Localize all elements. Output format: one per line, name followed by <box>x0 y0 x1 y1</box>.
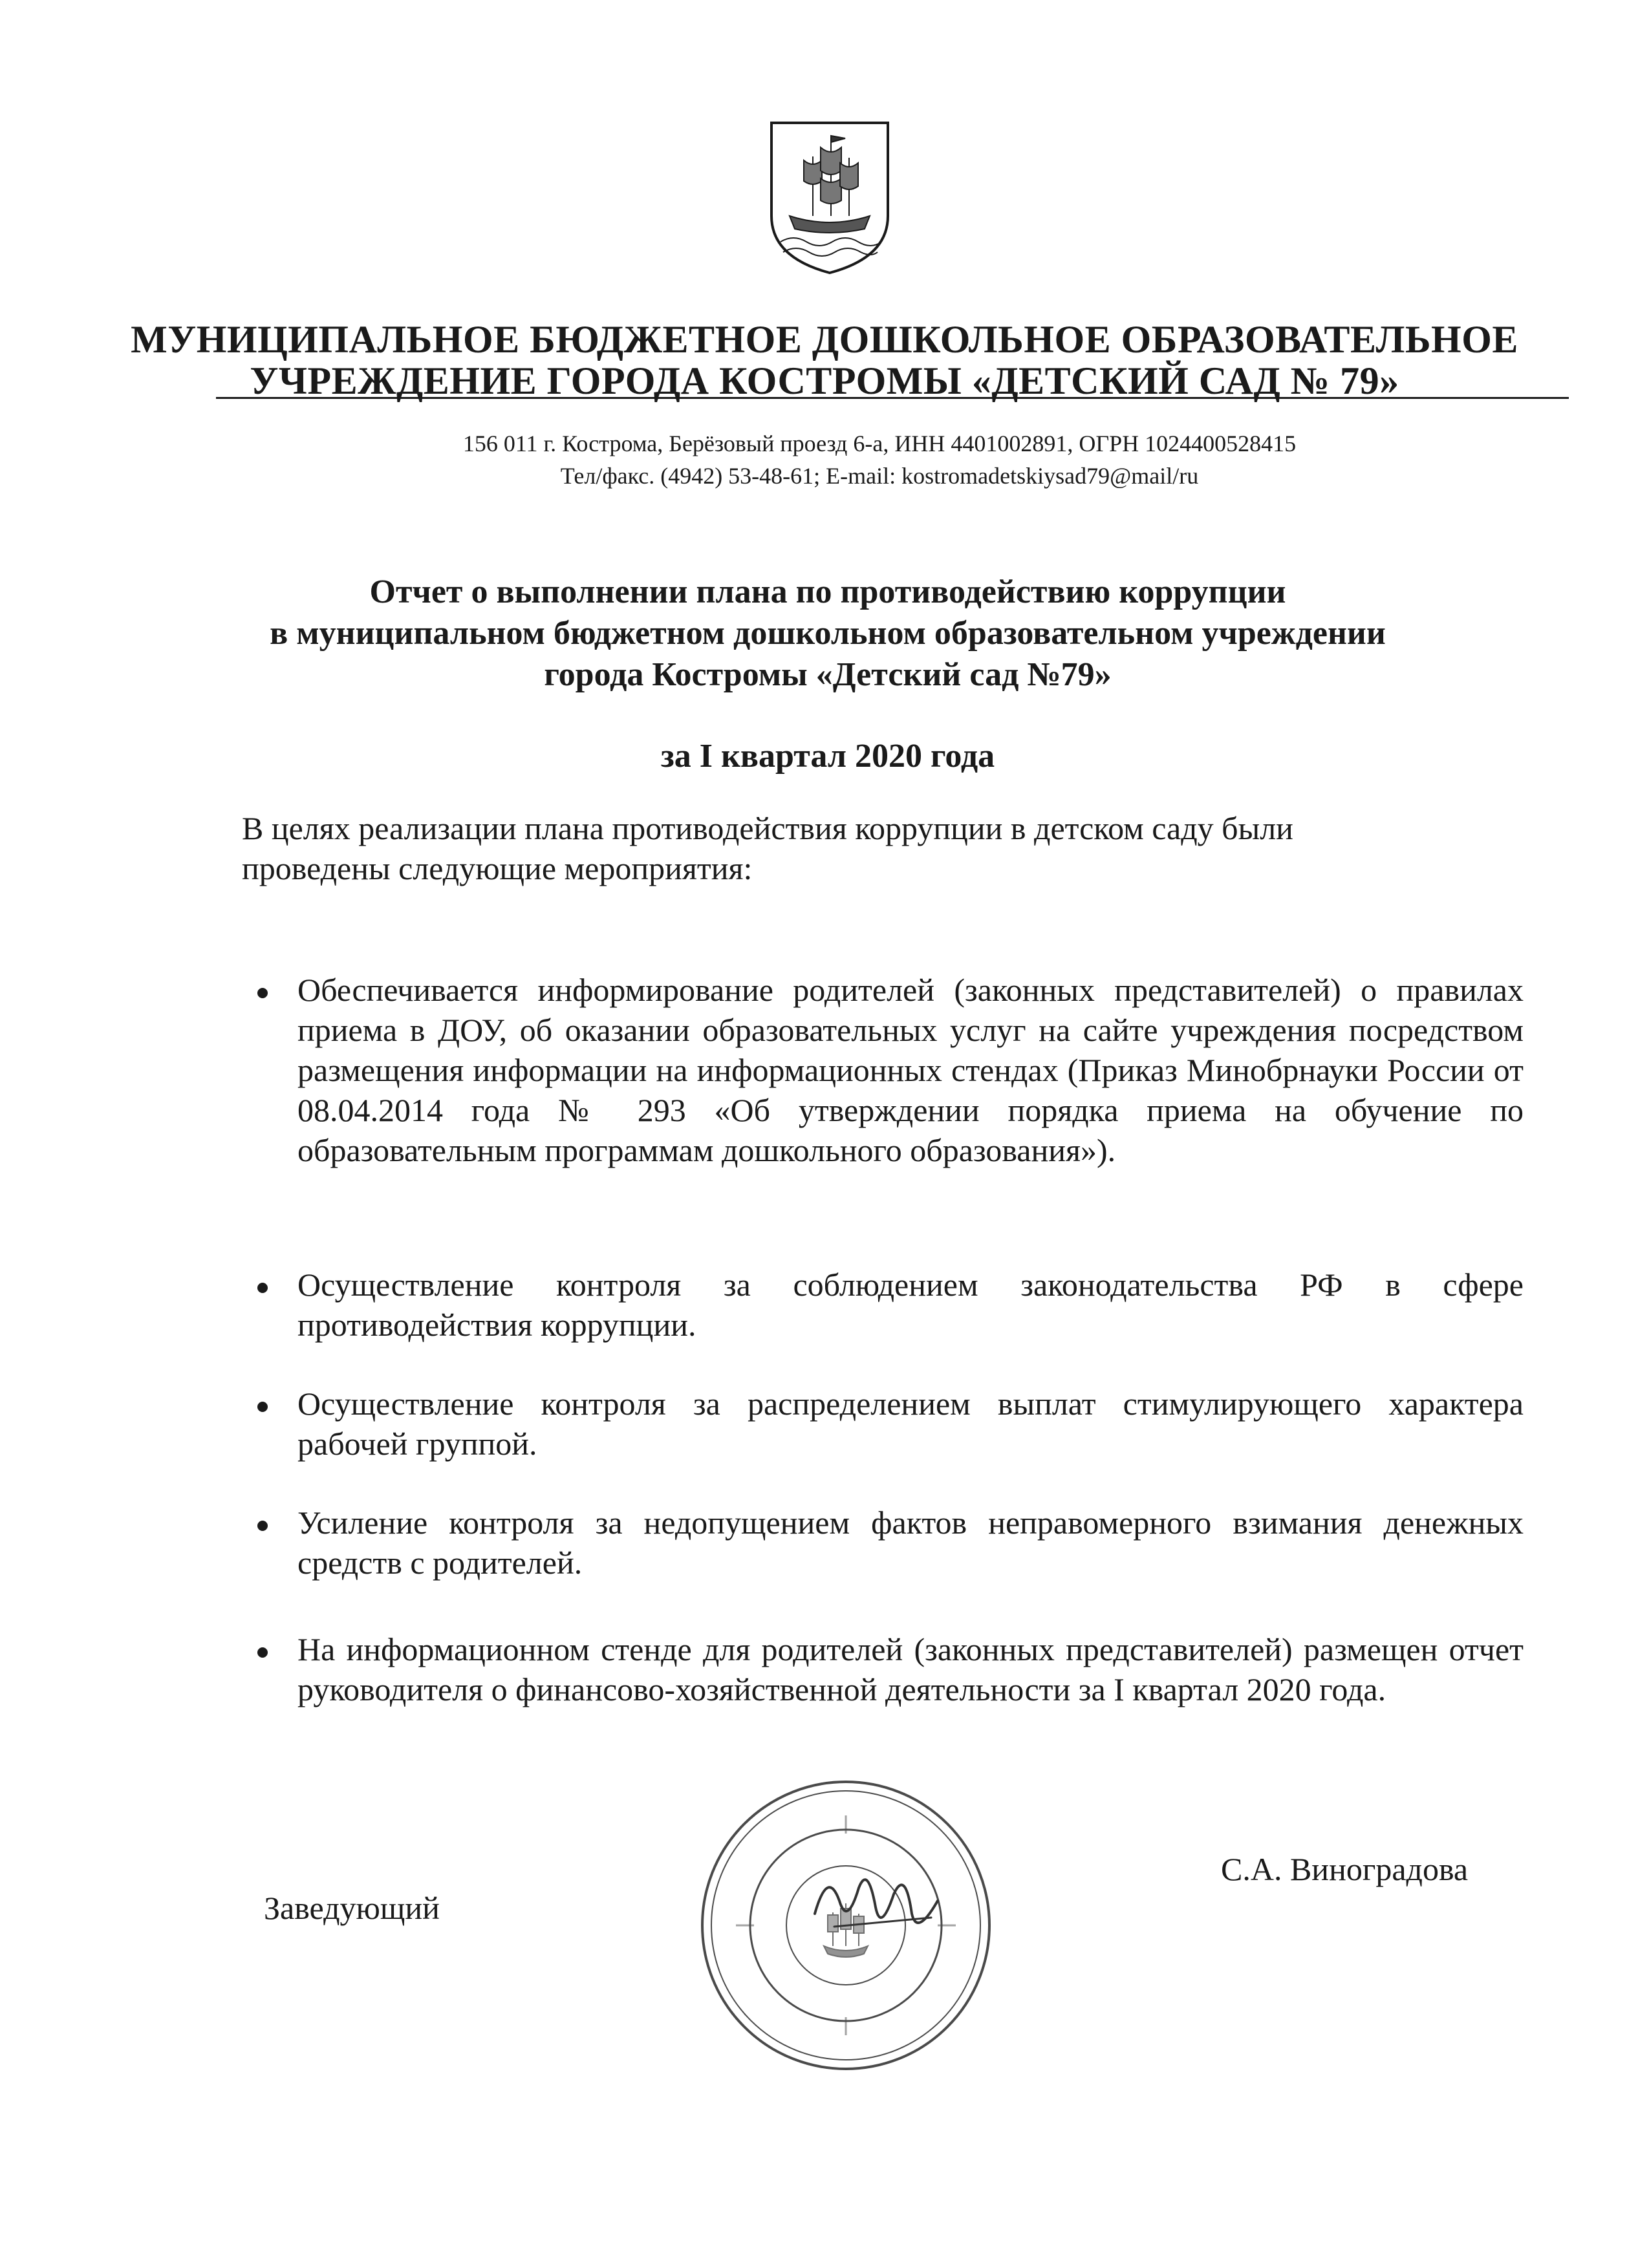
bullet-icon <box>257 1402 268 1412</box>
organization-name-line2: УЧРЕЖДЕНИЕ ГОРОДА КОСТРОМЫ «ДЕТСКИЙ САД № 79» <box>250 359 1399 402</box>
header-divider <box>216 397 1569 399</box>
signer-position: Заведующий <box>264 1890 440 1926</box>
list-item-text: На информационном стенде для родителей (законных представителей) размещен отчет руководителя о финансово-хозяйственной деятельности за I квартал 2020 года. <box>297 1631 1524 1707</box>
organization-address: 156 011 г. Кострома, Берёзовый проезд 6-а, ИНН 4401002891, ОГРН 1024400528415 <box>462 431 1297 456</box>
list-item-text: Осуществление контроля за распределением выплат стимулирующего характера рабочей группой. <box>297 1385 1524 1462</box>
list-item-text: Осуществление контроля за соблюдением законодательства РФ в сфере противодействия коррупции. <box>297 1267 1524 1343</box>
list-item <box>297 1265 1524 1345</box>
list-item-text: Обеспечивается информирование родителей (законных представителей) о правилах приема в ДОУ, об оказании образовательных услуг на сайте учреждения посредством размещения информации на информационных стендах (Приказ Минобрнауки России от 08.04.2014 года № 293 «Об утверждении порядка приема на обучение по образовательным программам дошкольного образования»). <box>297 972 1524 1168</box>
signer-name: С.А. Виноградова <box>1221 1851 1469 1887</box>
list-item <box>297 1384 1524 1464</box>
list-item-text: Усиление контроля за недопущением фактов неправомерного взимания денежных средств с родителей. <box>297 1504 1524 1581</box>
report-period: за I квартал 2020 года <box>660 738 995 775</box>
list-item <box>297 1629 1524 1709</box>
report-title-line3: города Костромы «Детский сад №79» <box>544 656 1112 693</box>
handwritten-signature-icon <box>808 1856 951 1952</box>
bullet-icon <box>257 1283 268 1293</box>
bullet-icon <box>257 988 268 998</box>
organization-name-line1: МУНИЦИПАЛЬНОЕ БЮДЖЕТНОЕ ДОШКОЛЬНОЕ ОБРАЗОВАТЕЛЬНОЕ <box>131 318 1518 361</box>
bullet-icon <box>257 1521 268 1531</box>
list-item <box>297 1503 1524 1583</box>
intro-line1: В целях реализации плана противодействия коррупции в детском саду были <box>242 810 1293 846</box>
report-title-line1: Отчет о выполнении плана по противодействию коррупции <box>369 573 1286 610</box>
intro-line2: проведены следующие мероприятия: <box>242 850 753 886</box>
coat-of-arms-icon <box>768 119 892 277</box>
list-item <box>297 970 1524 1170</box>
bullet-icon <box>257 1647 268 1658</box>
report-title-line2: в муниципальном бюджетном дошкольном образовательном учреждении <box>270 615 1386 652</box>
organization-contacts: Тел/факс. (4942) 53-48-61; E-mail: kostromadetskiysad79@mail/ru <box>560 463 1199 489</box>
